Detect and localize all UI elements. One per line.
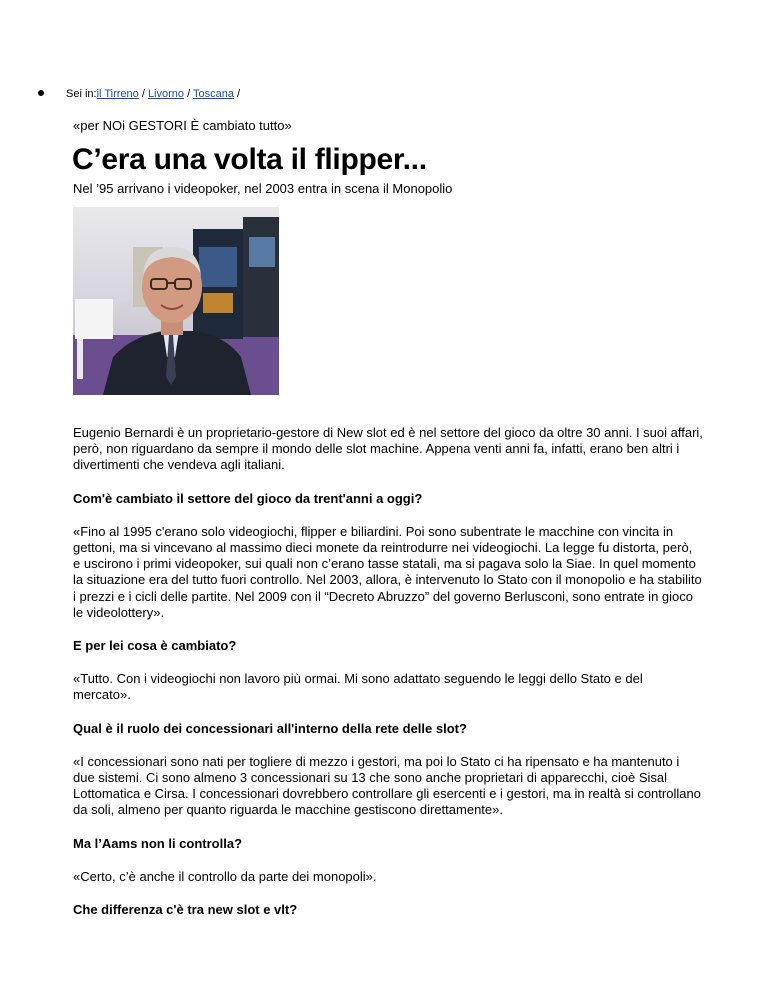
interview-answer: «Fino al 1995 c'erano solo videogiochi, flipper e biliardini. Poi sono subentrate le macchine con vincita in gettoni, ma si vincevano al massimo dieci monete da reintrodurre nei videogiochi. La legge fu distorta, però, e uscirono i primi videopoker, sui quali non c’erano tasse statali, ma si pagava solo la Siae. In quel momento la situazione era del tutto fuori controllo. Nel 2003, allora, è intervenuto lo Stato con il monopolio e ha stabilito i prezzi e i cicli delle partite. Nel 2009 con il “Decreto Abruzzo” del governo Berlusconi, sono entrate in gioco le videolottery». xyxy=(73,523,702,620)
interview-question: Che differenza c'è tra new slot e vlt? xyxy=(73,902,298,918)
article-subtitle: Nel ’95 arrivano i videopoker, nel 2003 entra in scena il Monopolio xyxy=(73,181,453,196)
breadcrumb-prefix: Sei in: xyxy=(66,88,97,100)
article-kicker: «per NOi GESTORI È cambiato tutto» xyxy=(73,118,292,133)
interview-question: Ma l’Aams non li controlla? xyxy=(73,835,243,851)
breadcrumb-separator: / xyxy=(184,88,193,100)
breadcrumb-separator: / xyxy=(138,88,148,100)
article-title: C’era una volta il flipper... xyxy=(72,143,427,176)
breadcrumb xyxy=(38,87,240,101)
interview-question: Qual è il ruolo dei concessionari all'interno della rete delle slot? xyxy=(73,720,467,736)
interview-answer: «Tutto. Con i videogiochi non lavoro più ormai. Mi sono adattato seguendo le leggi dello Stato e del mercato». xyxy=(73,671,643,703)
interview-question: Com'è cambiato il settore del gioco da trent'anni a oggi? xyxy=(73,490,423,506)
article-intro: Eugenio Bernardi è un proprietario-gestore di New slot ed è nel settore del gioco da oltre 30 anni. I suoi affari, però, non riguardano da sempre il mondo delle slot machine. Appena venti anni fa, infatti, erano ben altri i divertimenti che vendeva agli italiani. xyxy=(73,425,703,473)
breadcrumb-separator: / xyxy=(233,88,241,100)
interview-answer: «I concessionari sono nati per togliere di mezzo i gestori, ma poi lo Stato ci ha ripensato e ha mantenuto i due sistemi. Ci sono almeno 3 concessionari su 13 che sono anche proprietari di apparecchi, cioè Sisal Lottomatica e Cirsa. I concessionari dovrebbero controllare gli esercenti e i gestori, ma in realtà si controllano da soli, almeno per quanto riguarda le macchine gestiscono direttamente». xyxy=(73,753,701,818)
breadcrumb-link-il-tirreno[interactable]: il Tirreno xyxy=(96,88,139,100)
bullet-icon xyxy=(38,90,44,96)
interview-answer: «Certo, c’è anche il controllo da parte dei monopoli». xyxy=(73,868,377,884)
breadcrumb-link-toscana[interactable]: Toscana xyxy=(193,88,234,100)
breadcrumb-link-livorno[interactable]: Livorno xyxy=(147,88,185,100)
article-photo xyxy=(73,207,279,395)
article-body xyxy=(73,425,703,935)
interview-question: E per lei cosa è cambiato? xyxy=(73,638,237,654)
portrait-illustration xyxy=(73,207,279,395)
